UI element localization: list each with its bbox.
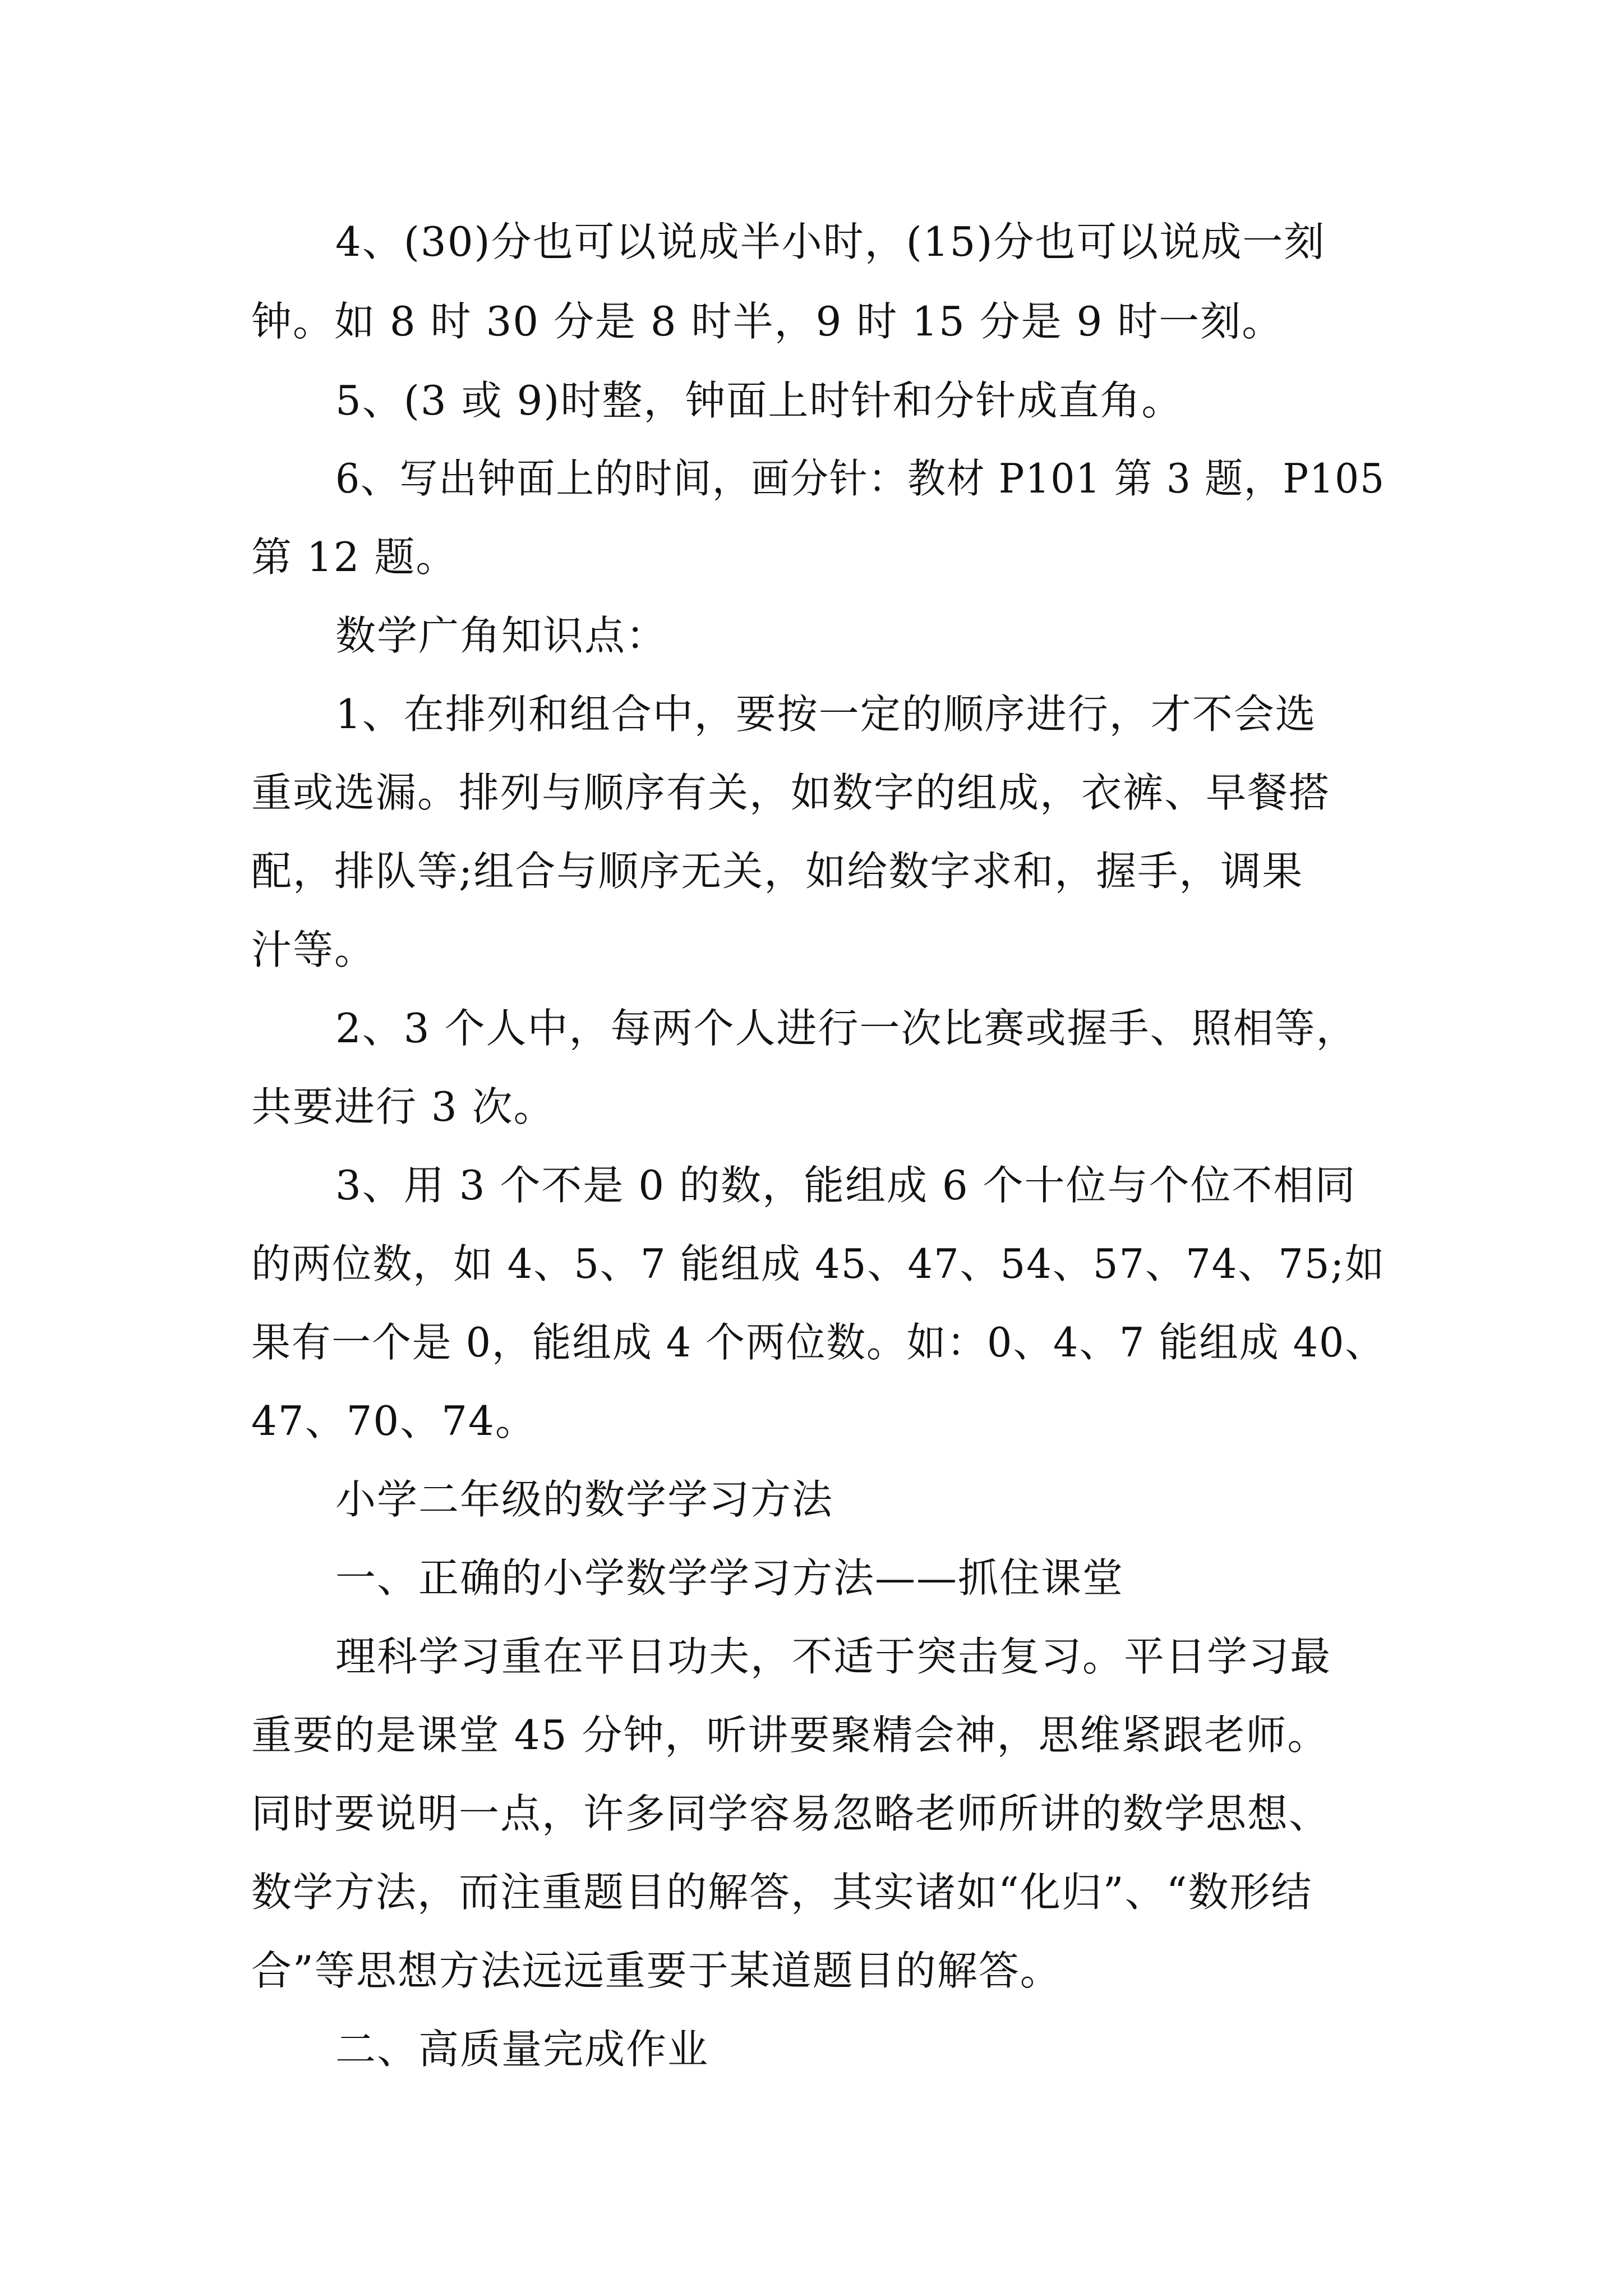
methods-section2-heading: 二、高质量完成作业 bbox=[335, 2026, 709, 2073]
methods-title: 小学二年级的数学学习方法 bbox=[335, 1476, 834, 1523]
math-corner-item1-line3: 配，排队等;组合与顺序无关，如给数字求和，握手，调果 bbox=[251, 848, 1304, 895]
clock-item4-line2: 钟。如 8 时 30 分是 8 时半，9 时 15 分是 9 时一刻。 bbox=[251, 298, 1284, 345]
math-corner-heading: 数学广角知识点： bbox=[335, 612, 668, 659]
methods-section1-para-line4: 数学方法，而注重题目的解答，其实诸如“化归”、“数形结 bbox=[251, 1869, 1313, 1916]
math-corner-item3-line2: 的两位数，如 4、5、7 能组成 45、47、54、57、74、75;如 bbox=[251, 1240, 1386, 1287]
math-corner-item3-line4: 47、70、74。 bbox=[251, 1397, 537, 1444]
math-corner-item3-line1: 3、用 3 个不是 0 的数，能组成 6 个十位与个位不相同 bbox=[335, 1162, 1357, 1209]
math-corner-item2-line1: 2、3 个人中，每两个人进行一次比赛或握手、照相等， bbox=[335, 1005, 1358, 1052]
math-corner-item1-line4: 汁等。 bbox=[251, 926, 376, 973]
clock-item4-line1: 4、(30)分也可以说成半小时，(15)分也可以说成一刻 bbox=[335, 218, 1326, 265]
methods-section1-heading: 一、正确的小学数学学习方法——抓住课堂 bbox=[335, 1554, 1124, 1602]
math-corner-item1-line1: 1、在排列和组合中，要按一定的顺序进行，才不会选 bbox=[335, 691, 1317, 738]
math-corner-item2-line2: 共要进行 3 次。 bbox=[251, 1083, 555, 1130]
clock-item6-line1: 6、写出钟面上的时间，画分针：教材 P101 第 3 题，P105 bbox=[335, 455, 1385, 502]
methods-section1-para-line2: 重要的是课堂 45 分钟，听讲要聚精会神，思维紧跟老师。 bbox=[251, 1711, 1329, 1759]
math-corner-item1-line2: 重或选漏。排列与顺序有关，如数字的组成，衣裤、早餐搭 bbox=[251, 769, 1331, 816]
methods-section1-para-line5: 合”等思想方法远远重要于某道题目的解答。 bbox=[251, 1947, 1062, 1994]
methods-section1-para-line1: 理科学习重在平日功夫，不适于突击复习。平日学习最 bbox=[335, 1633, 1332, 1680]
clock-item6-line2: 第 12 题。 bbox=[251, 533, 458, 581]
methods-section1-para-line3: 同时要说明一点，许多同学容易忽略老师所讲的数学思想、 bbox=[251, 1790, 1331, 1837]
clock-item5: 5、(3 或 9)时整，钟面上时针和分针成直角。 bbox=[335, 377, 1183, 424]
math-corner-item3-line3: 果有一个是 0，能组成 4 个两位数。如：0、4、7 能组成 40、 bbox=[251, 1319, 1385, 1366]
